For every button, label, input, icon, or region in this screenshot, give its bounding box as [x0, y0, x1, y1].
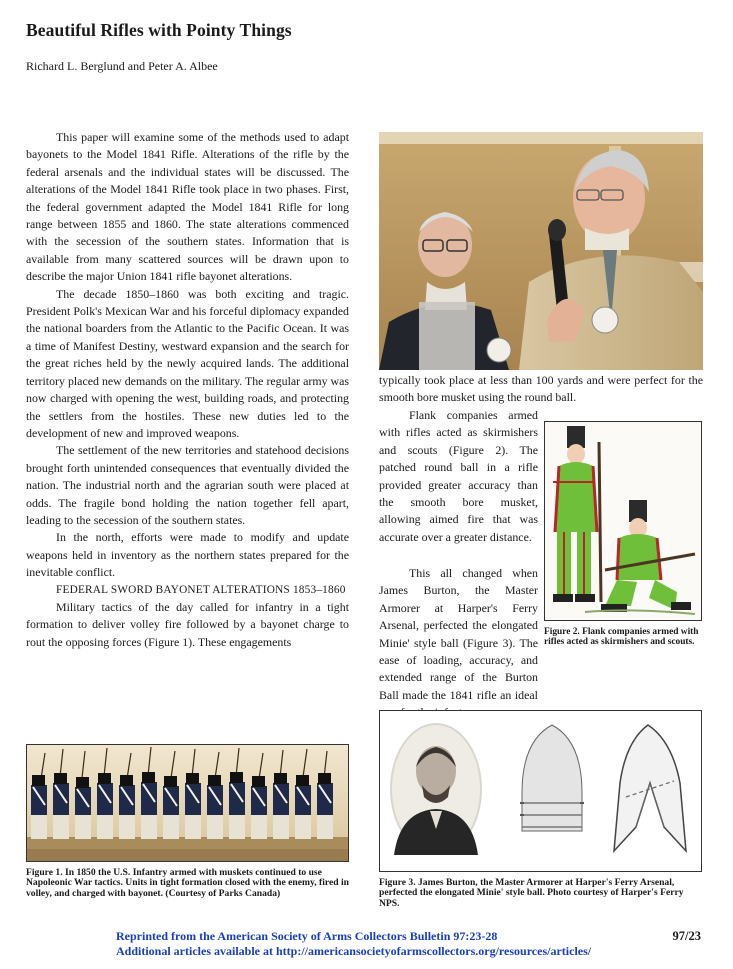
section-heading: FEDERAL SWORD BAYONET ALTERATIONS 1853–1860 [56, 583, 346, 596]
figure-3-burton-and-balls [379, 710, 702, 872]
paragraph-changed-narrow [379, 565, 538, 722]
left-column [26, 129, 349, 651]
figure-2-flank-drawing [544, 421, 702, 621]
paragraph-intro: This paper will examine some of the methods used to adapt bayonets to the Model 1841 Rifle. Alterations of the rifle by the federal arsenals and the individual states will be discussed. The alterations of the Model 1841 Rifle took place in two phases. First, the federal government adapted the Model 1841 Rifle for long range between 1855 and 1860. The state alterations commenced with the secession of the southern states. Information that is available from many scattered sources will be drawn upon to describe the major Union 1841 rifle bayonet alterations. [26, 130, 349, 284]
figure-presenters-photo [379, 132, 703, 370]
flank-drawing-image [545, 422, 701, 620]
figure-3-caption: Figure 3. James Burton, the Master Armorer at Harper's Ferry Arsenal, perfected the elongated Minie' style ball. Photo courtesy of Harper's Ferry NPS. [379, 877, 684, 909]
right-column-narrow-2 [379, 565, 538, 722]
figure-1-caption: Figure 1. In 1850 the U.S. Infantry armed with muskets continued to use Napoleonic War tactics. Units in tight formation closed with the enemy, fired in volley, and charged with bayonet. (Courtesy of Parks Canada) [26, 867, 349, 899]
burton-portrait-and-balls-image [380, 711, 701, 871]
figure-2-caption: Figure 2. Flank companies armed with rifles acted as skirmishers and scouts. [544, 627, 699, 648]
paragraph-continuation: typically took place at less than 100 yards and were perfect for the smooth bore musket using the round ball. [379, 373, 703, 405]
articles-link[interactable]: Additional articles available at http://americansocietyofarmscollectors.org/resources/articles/ [116, 944, 592, 958]
reprint-footer [116, 929, 591, 959]
paragraph-flank: Flank companies armed with rifles acted as skirmishers and scouts (Figure 2). The patched round ball in a rifle provided greater accuracy than the smooth bore musket, allowing aimed fire that was accurate over a greater distance. [379, 408, 538, 544]
paragraph-tactics: Military tactics of the day called for infantry in a tight formation to deliver volley fire followed by a bayonet charge to rout the opposing forces (Figure 1). These engagements [26, 599, 349, 649]
page-number: 97/23 [672, 929, 701, 943]
presenters-photo-image [379, 132, 703, 370]
reprint-source: Reprinted from the American Society of Arms Collectors Bulletin 97:23-28 [116, 929, 498, 943]
paragraph-settlement: The settlement of the new territories and statehood decisions brought forth unintended consequences that eventually divided the nation. The industrial north and the agrarian south were placed at odds. The fragile bond holding the nation together fell apart, leading to the secession of the southern states. [26, 443, 349, 527]
paragraph-north: In the north, efforts were made to modify and update weapons held in inventory as the northern states prepared for the inevitable conflict. [26, 530, 349, 580]
right-column-narrow [379, 407, 538, 546]
infantry-painting-image [27, 745, 348, 861]
paragraph-decade: The decade 1850–1860 was both exciting and tragic. President Polk's Mexican War and his forceful diplomacy expanded the national boarders from the Atlantic to the Pacific Ocean. It was a time of Manifest Destiny, westward expansion and the search for the great riches held by the newly acquired lands. The additional territory placed new demands on the military. The regular army was now charged with opening the west, building roads, and protecting the settlers from the hostiles. These new duties led to the development of new and improved weapons. [26, 286, 349, 440]
figure-1-infantry-painting [26, 744, 349, 862]
article-title: Beautiful Rifles with Pointy Things [26, 20, 292, 40]
right-column-continuation [379, 372, 703, 407]
paragraph-changed: This all changed when James Burton, the Master Armorer at Harper's Ferry Arsenal, perfected the elongated Minie' style ball (Figure 3). The ease of loading, accuracy, and extended range of the Burton Ball made the 1841 rifle an ideal [379, 566, 538, 702]
article-authors: Richard L. Berglund and Peter A. Albee [26, 59, 218, 73]
